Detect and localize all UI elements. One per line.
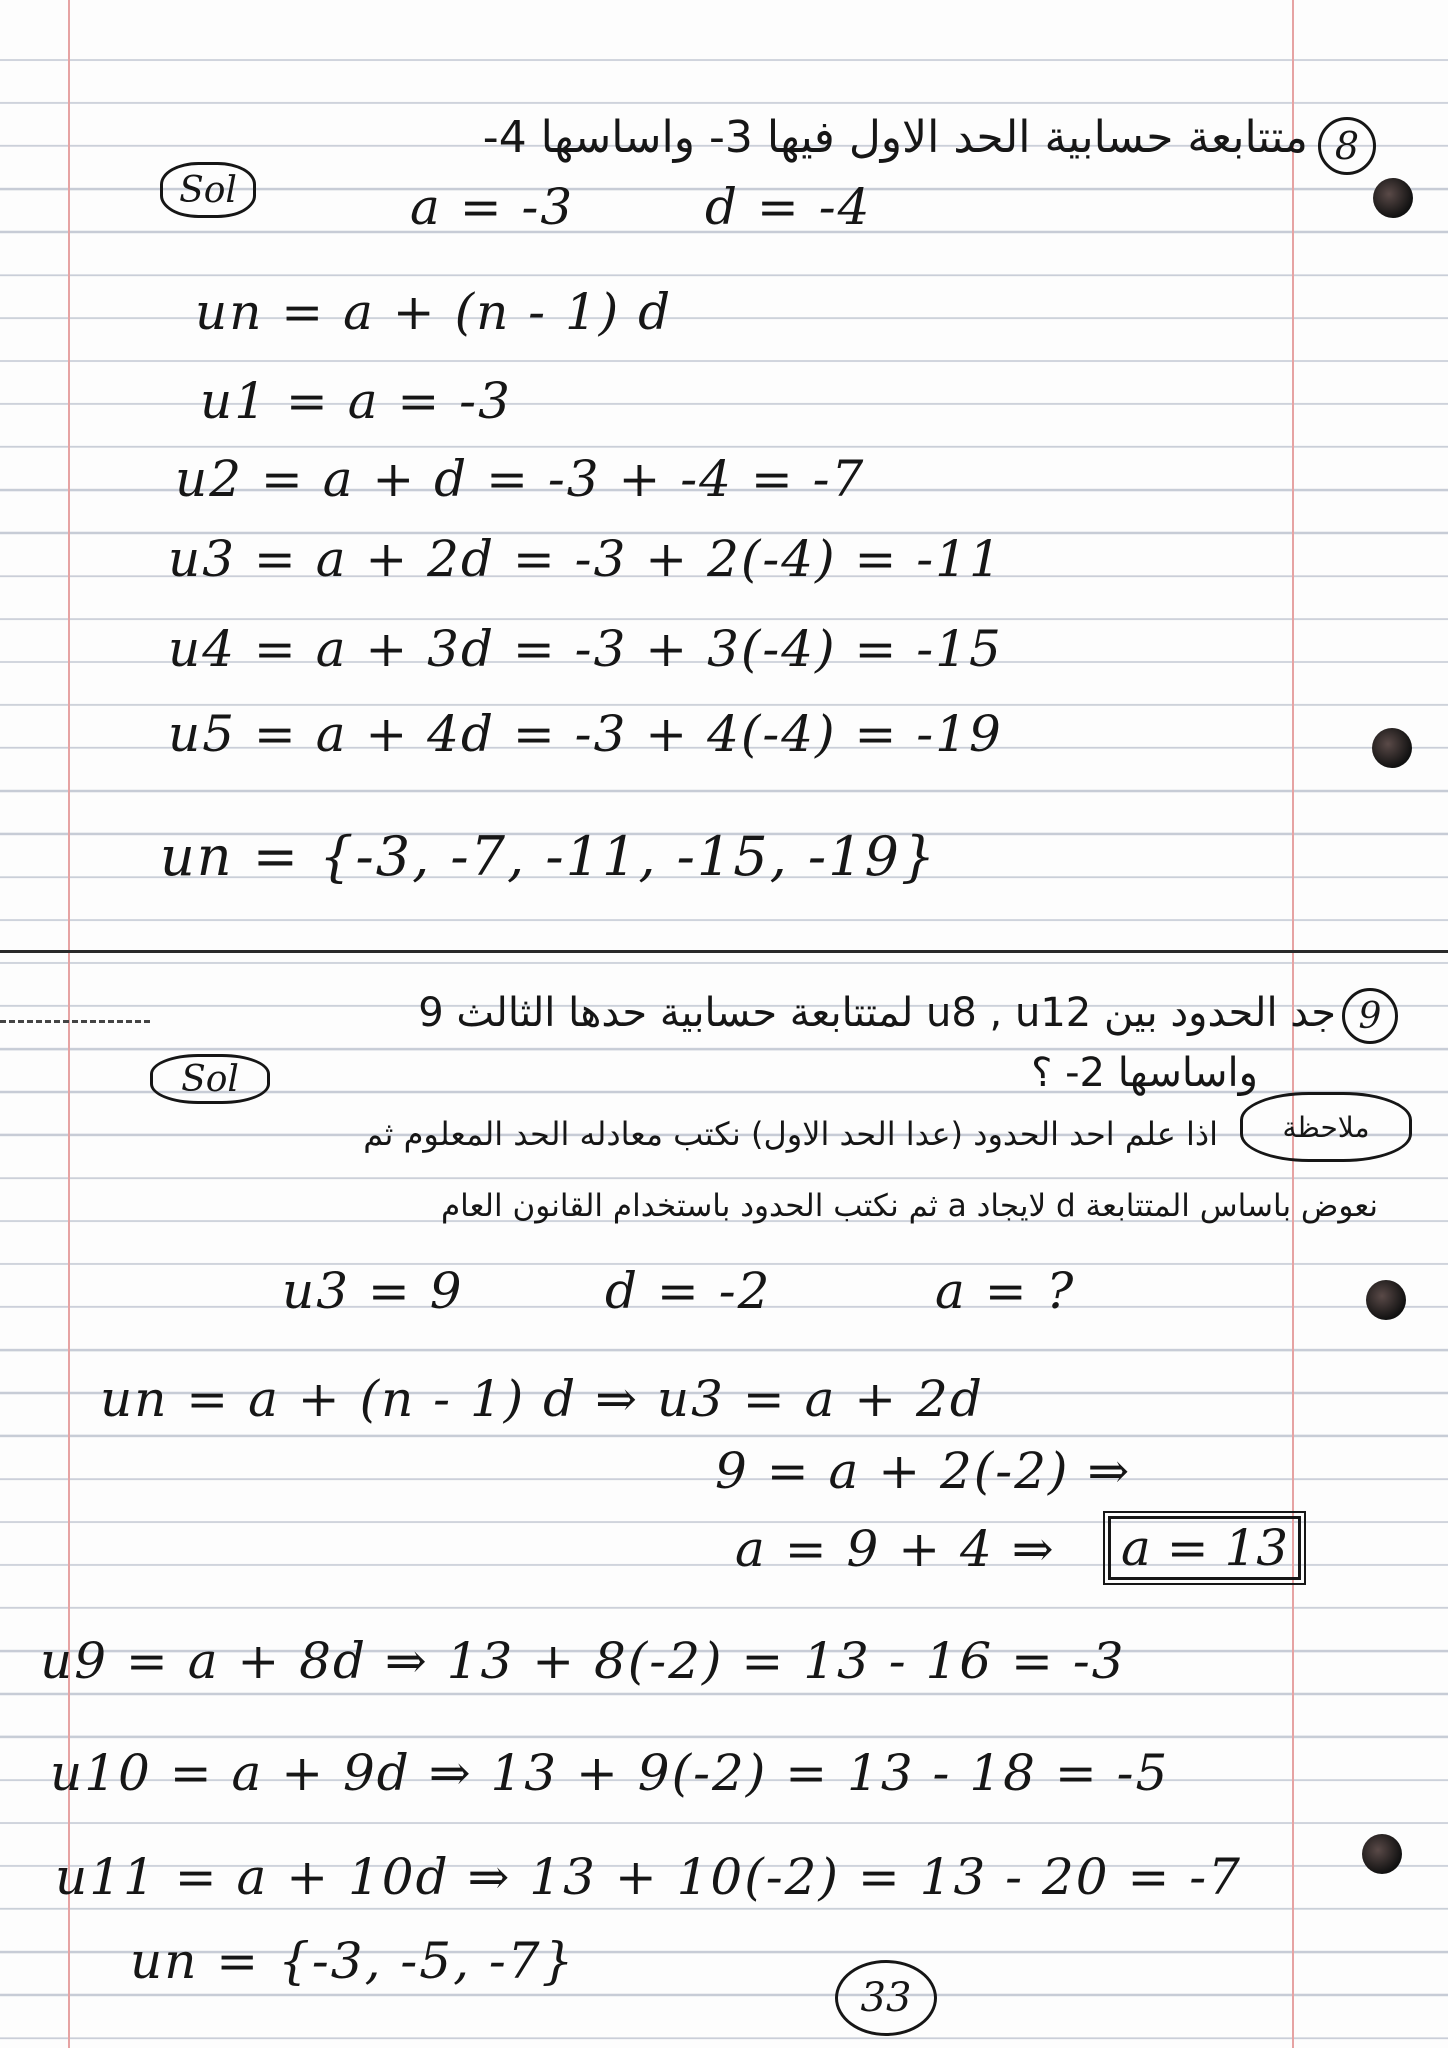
- q8-given-a: a = -3: [410, 178, 575, 236]
- q8-given-d: d = -4: [705, 178, 872, 236]
- q8-sol-label: Sol: [160, 162, 256, 218]
- section-divider: [0, 950, 1448, 953]
- q8-u4: u4 = a + 3d = -3 + 3(-4) = -15: [168, 620, 1003, 678]
- question-8-text: متتابعة حسابية الحد الاول فيها 3- واساسها 4-: [482, 112, 1308, 163]
- q9-note-line1: اذا علم احد الحدود (عدا الحد الاول) نكتب معادله الحد المعلوم ثم: [363, 1115, 1218, 1153]
- q9-note-label: ملاحظة: [1240, 1092, 1412, 1162]
- q9-u9: u9 = a + 8d ⇒ 13 + 8(-2) = 13 - 16 = -3: [40, 1632, 1126, 1690]
- q9-step2: a = 9 + 4 ⇒: [735, 1520, 1056, 1578]
- q9-given-u3: u3 = 9: [282, 1262, 464, 1320]
- dashed-line: [0, 1020, 150, 1023]
- binder-hole: [1366, 1280, 1406, 1320]
- q9-boxed-answer: a = 13: [1108, 1516, 1301, 1580]
- q9-note-line2: نعوض باساس المتتابعة d لايجاد a ثم نكتب الحدود باستخدام القانون العام: [440, 1188, 1378, 1224]
- q8-general-term: un = a + (n - 1) d: [195, 283, 673, 341]
- q9-result-set: un = {-3, -5, -7}: [130, 1932, 576, 1990]
- q9-given-a: a = ?: [935, 1262, 1076, 1320]
- q9-step1: 9 = a + 2(-2) ⇒: [715, 1442, 1132, 1500]
- question-9-text-line2: واساسها 2- ؟: [1031, 1050, 1258, 1096]
- q8-u2: u2 = a + d = -3 + -4 = -7: [175, 450, 866, 508]
- q9-sol-label: Sol: [150, 1054, 270, 1104]
- left-margin-line: [68, 0, 70, 2048]
- binder-hole: [1362, 1834, 1402, 1874]
- q9-u11: u11 = a + 10d ⇒ 13 + 10(-2) = 13 - 20 = -7: [55, 1848, 1242, 1906]
- q8-u1: u1 = a = -3: [200, 372, 512, 430]
- q9-general-term: un = a + (n - 1) d ⇒ u3 = a + 2d: [100, 1370, 984, 1428]
- q9-u10: u10 = a + 9d ⇒ 13 + 9(-2) = 13 - 18 = -5: [50, 1744, 1170, 1802]
- question-8-number: 8: [1318, 117, 1376, 175]
- page-number: 33: [835, 1960, 937, 2036]
- binder-hole: [1373, 178, 1413, 218]
- q8-result-set: un = {-3, -7, -11, -15, -19}: [160, 825, 938, 888]
- question-9-number: 9: [1342, 988, 1398, 1044]
- q8-u5: u5 = a + 4d = -3 + 4(-4) = -19: [168, 705, 1003, 763]
- binder-hole: [1372, 728, 1412, 768]
- q9-given-d: d = -2: [605, 1262, 772, 1320]
- q8-u3: u3 = a + 2d = -3 + 2(-4) = -11: [168, 530, 1003, 588]
- question-9-text-line1: جد الحدود بين u8 , u12 لمتتابعة حسابية حدها الثالث 9: [418, 990, 1336, 1036]
